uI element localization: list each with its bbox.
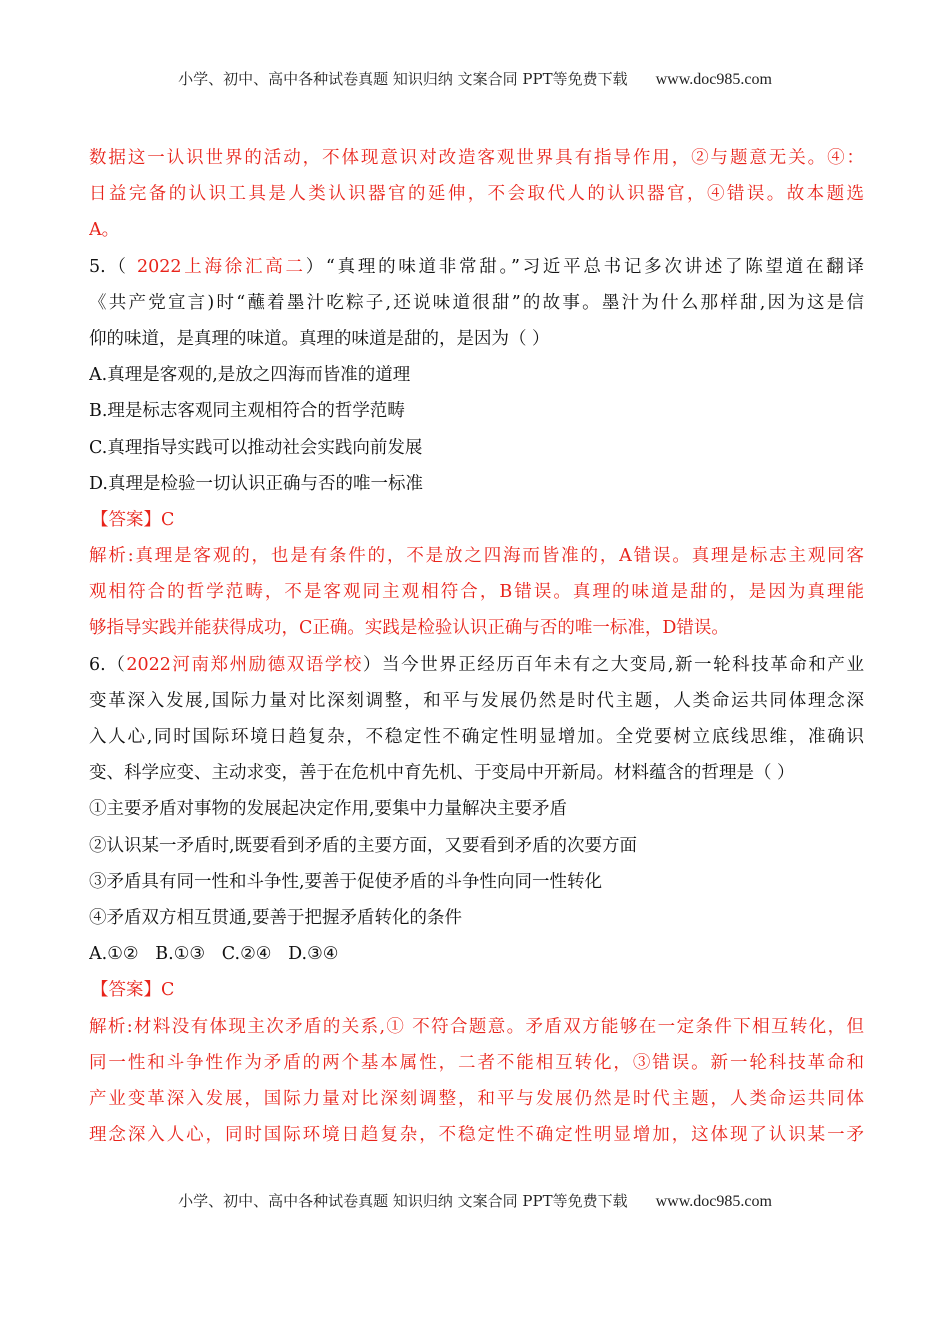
q6-statement-4: ④矛盾双方相互贯通,要善于把握矛盾转化的条件 <box>89 907 463 928</box>
q5-option-d: D.真理是检验一切认识正确与否的唯一标准 <box>89 473 423 494</box>
q6-stem-line-3: 入人心,同时国际环境日趋复杂，不稳定性不确定性明显增加。全党要树立底线思维，准确识 <box>89 727 864 747</box>
q6-analysis-line-3: 产业变革深入发展，国际力量对比深刻调整，和平与发展仍然是时代主题，人类命运共同体 <box>89 1088 864 1109</box>
q6-statement-3: ③矛盾具有同一性和斗争性,要善于促使矛盾的斗争性向同一性转化 <box>89 871 603 892</box>
q6-analysis-line-1: 解析:材料没有体现主次矛盾的关系,① 不符合题意。矛盾双方能够在一定条件下相互转化，但 <box>89 1016 864 1037</box>
q5-option-a: A.真理是客观的,是放之四海而皆准的道理 <box>89 365 411 386</box>
q6-answer: 【答案】C <box>91 980 175 1001</box>
q6-choices: A.①② B.①③ C.②④ D.③④ <box>89 944 339 965</box>
header-site-link[interactable]: www.doc985.com <box>655 71 772 88</box>
q6-stem-line-4: 变、科学应变、主动求变，善于在危机中育先机、于变局中开新局。材料蕴含的哲理是（ ） <box>89 763 795 784</box>
q5-stem-line-2: 《共产党宣言)时“蘸着墨汁吃粽子,还说味道很甜”的故事。墨汁为什么那样甜,因为这是信 <box>89 292 864 313</box>
q5-stem-line-3: 仰的味道，是真理的味道。真理的味道是甜的，是因为（ ） <box>89 328 550 349</box>
q5-source: 2022上海徐汇高二 <box>136 256 306 277</box>
q5-analysis-line-2: 观相符合的哲学范畴，不是客观同主观相符合，B错误。真理的味道是甜的，是因为真理能 <box>89 582 864 603</box>
q6-statement-1: ①主要矛盾对事物的发展起决定作用,要集中力量解决主要矛盾 <box>89 799 568 820</box>
q5-analysis-line-1: 解析:真理是客观的，也是有条件的，不是放之四海而皆准的，A错误。真理是标志主观同客 <box>89 546 864 567</box>
q6-number: 6.（ <box>89 654 127 675</box>
q5-number: 5.（ <box>89 256 137 277</box>
footer-text: 小学、初中、高中各种试卷真题 知识归纳 文案合同 PPT等免费下载 <box>178 1192 628 1210</box>
q5-analysis-line-3: 够指导实践并能获得成功，C正确。实践是检验认识正确与否的唯一标准，D错误。 <box>89 618 729 639</box>
q6-stem-line-2: 变革深入发展,国际力量对比深刻调整，和平与发展仍然是时代主题，人类命运共同体理念深 <box>89 690 864 711</box>
q5-option-c: C.真理指导实践可以推动社会实践向前发展 <box>89 437 423 458</box>
page-header <box>0 68 950 89</box>
q6-source: 2022河南郑州励德双语学校 <box>126 654 363 675</box>
q6-statement-2: ②认识某一矛盾时,既要看到矛盾的主要方面，又要看到矛盾的次要方面 <box>89 835 638 856</box>
q6-stem-rest: ）当今世界正经历百年未有之大变局,新一轮科技革命和产业 <box>362 654 864 675</box>
prev-analysis-line-2: 日益完备的认识工具是人类认识器官的延伸，不会取代人的认识器官，④错误。故本题选 <box>89 184 864 205</box>
q5-stem-rest: ）“真理的味道非常甜。”习近平总书记多次讲述了陈望道在翻译 <box>305 256 864 277</box>
page-footer <box>0 1190 950 1211</box>
q6-analysis-line-4: 理念深入人心，同时国际环境日趋复杂，不稳定性不确定性明显增加，这体现了认识某一矛 <box>89 1125 864 1146</box>
header-text: 小学、初中、高中各种试卷真题 知识归纳 文案合同 PPT等免费下载 <box>178 70 628 88</box>
document-body <box>89 140 864 1153</box>
q6-stem-line-1 <box>89 647 864 683</box>
q5-option-b: B.理是标志客观同主观相符合的哲学范畴 <box>89 401 405 422</box>
q6-analysis-line-2: 同一性和斗争性作为矛盾的两个基本属性，二者不能相互转化，③错误。新一轮科技革命和 <box>89 1052 864 1073</box>
footer-site-link[interactable]: www.doc985.com <box>655 1193 772 1210</box>
q5-answer: 【答案】C <box>91 509 175 530</box>
prev-analysis-line-1: 数据这一认识世界的活动，不体现意识对改造客观世界具有指导作用，②与题意无关。④： <box>89 148 864 168</box>
q5-stem-line-1 <box>89 249 864 285</box>
prev-analysis-line-3: A。 <box>89 220 120 241</box>
